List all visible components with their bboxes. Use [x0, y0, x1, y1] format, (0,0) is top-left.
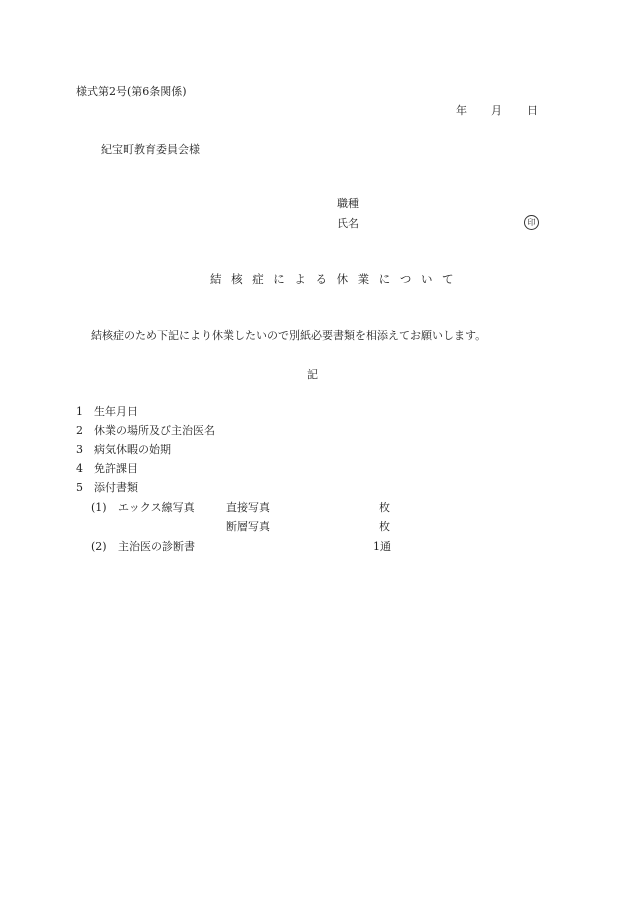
attachment-number: (2) — [91, 540, 107, 553]
date-month-label: 月 — [491, 104, 502, 117]
attachment-label: エックス線写真 — [118, 501, 195, 514]
title-character: 核 — [231, 272, 243, 286]
title-character: 結 — [210, 272, 222, 286]
title-character: つ — [399, 272, 412, 286]
item-number: 1 — [76, 405, 83, 418]
item-number: 4 — [76, 462, 83, 475]
unit-label: 枚 — [379, 520, 390, 533]
attachment-label: 主治医の診断書 — [118, 540, 195, 553]
title-character: よ — [294, 272, 306, 286]
title-character: 症 — [252, 272, 264, 286]
attachment-number: (1) — [91, 501, 107, 514]
title-character: い — [420, 272, 433, 286]
title-character: 業 — [357, 272, 370, 286]
list-item — [76, 424, 215, 437]
seal-mark: 印 — [524, 215, 539, 230]
attachment-count: 1通 — [373, 540, 391, 553]
name-label: 氏名 — [337, 217, 359, 230]
list-item — [76, 405, 138, 418]
title-character: に — [378, 272, 391, 286]
document-title — [210, 274, 463, 286]
date-day-label: 日 — [527, 104, 538, 117]
item-label: 添付書類 — [94, 481, 138, 494]
item-label: 休業の場所及び主治医名 — [94, 424, 215, 437]
form-number: 様式第2号(第6条関係) — [76, 85, 187, 98]
title-character: る — [315, 272, 327, 286]
body-text: 結核症のため下記により休業したいので別紙必要書類を相添えてお願いします。 — [91, 329, 487, 342]
date-year-label: 年 — [456, 104, 467, 117]
list-item — [76, 443, 171, 456]
position-label: 職種 — [337, 197, 359, 210]
list-item — [76, 481, 138, 494]
title-character: て — [442, 272, 454, 286]
item-number: 5 — [76, 481, 83, 494]
tomography-photo-label: 断層写真 — [226, 520, 270, 533]
title-character: に — [273, 272, 285, 286]
item-label: 免許課目 — [94, 462, 138, 475]
note-heading: 記 — [307, 368, 318, 381]
item-label: 生年月日 — [94, 405, 138, 418]
item-number: 3 — [76, 443, 83, 456]
addressee: 紀宝町教育委員会様 — [101, 143, 200, 156]
item-number: 2 — [76, 424, 83, 437]
unit-label: 枚 — [379, 501, 390, 514]
list-item — [76, 462, 138, 475]
title-character: 休 — [336, 272, 349, 286]
direct-photo-label: 直接写真 — [226, 501, 270, 514]
item-label: 病気休暇の始期 — [94, 443, 171, 456]
